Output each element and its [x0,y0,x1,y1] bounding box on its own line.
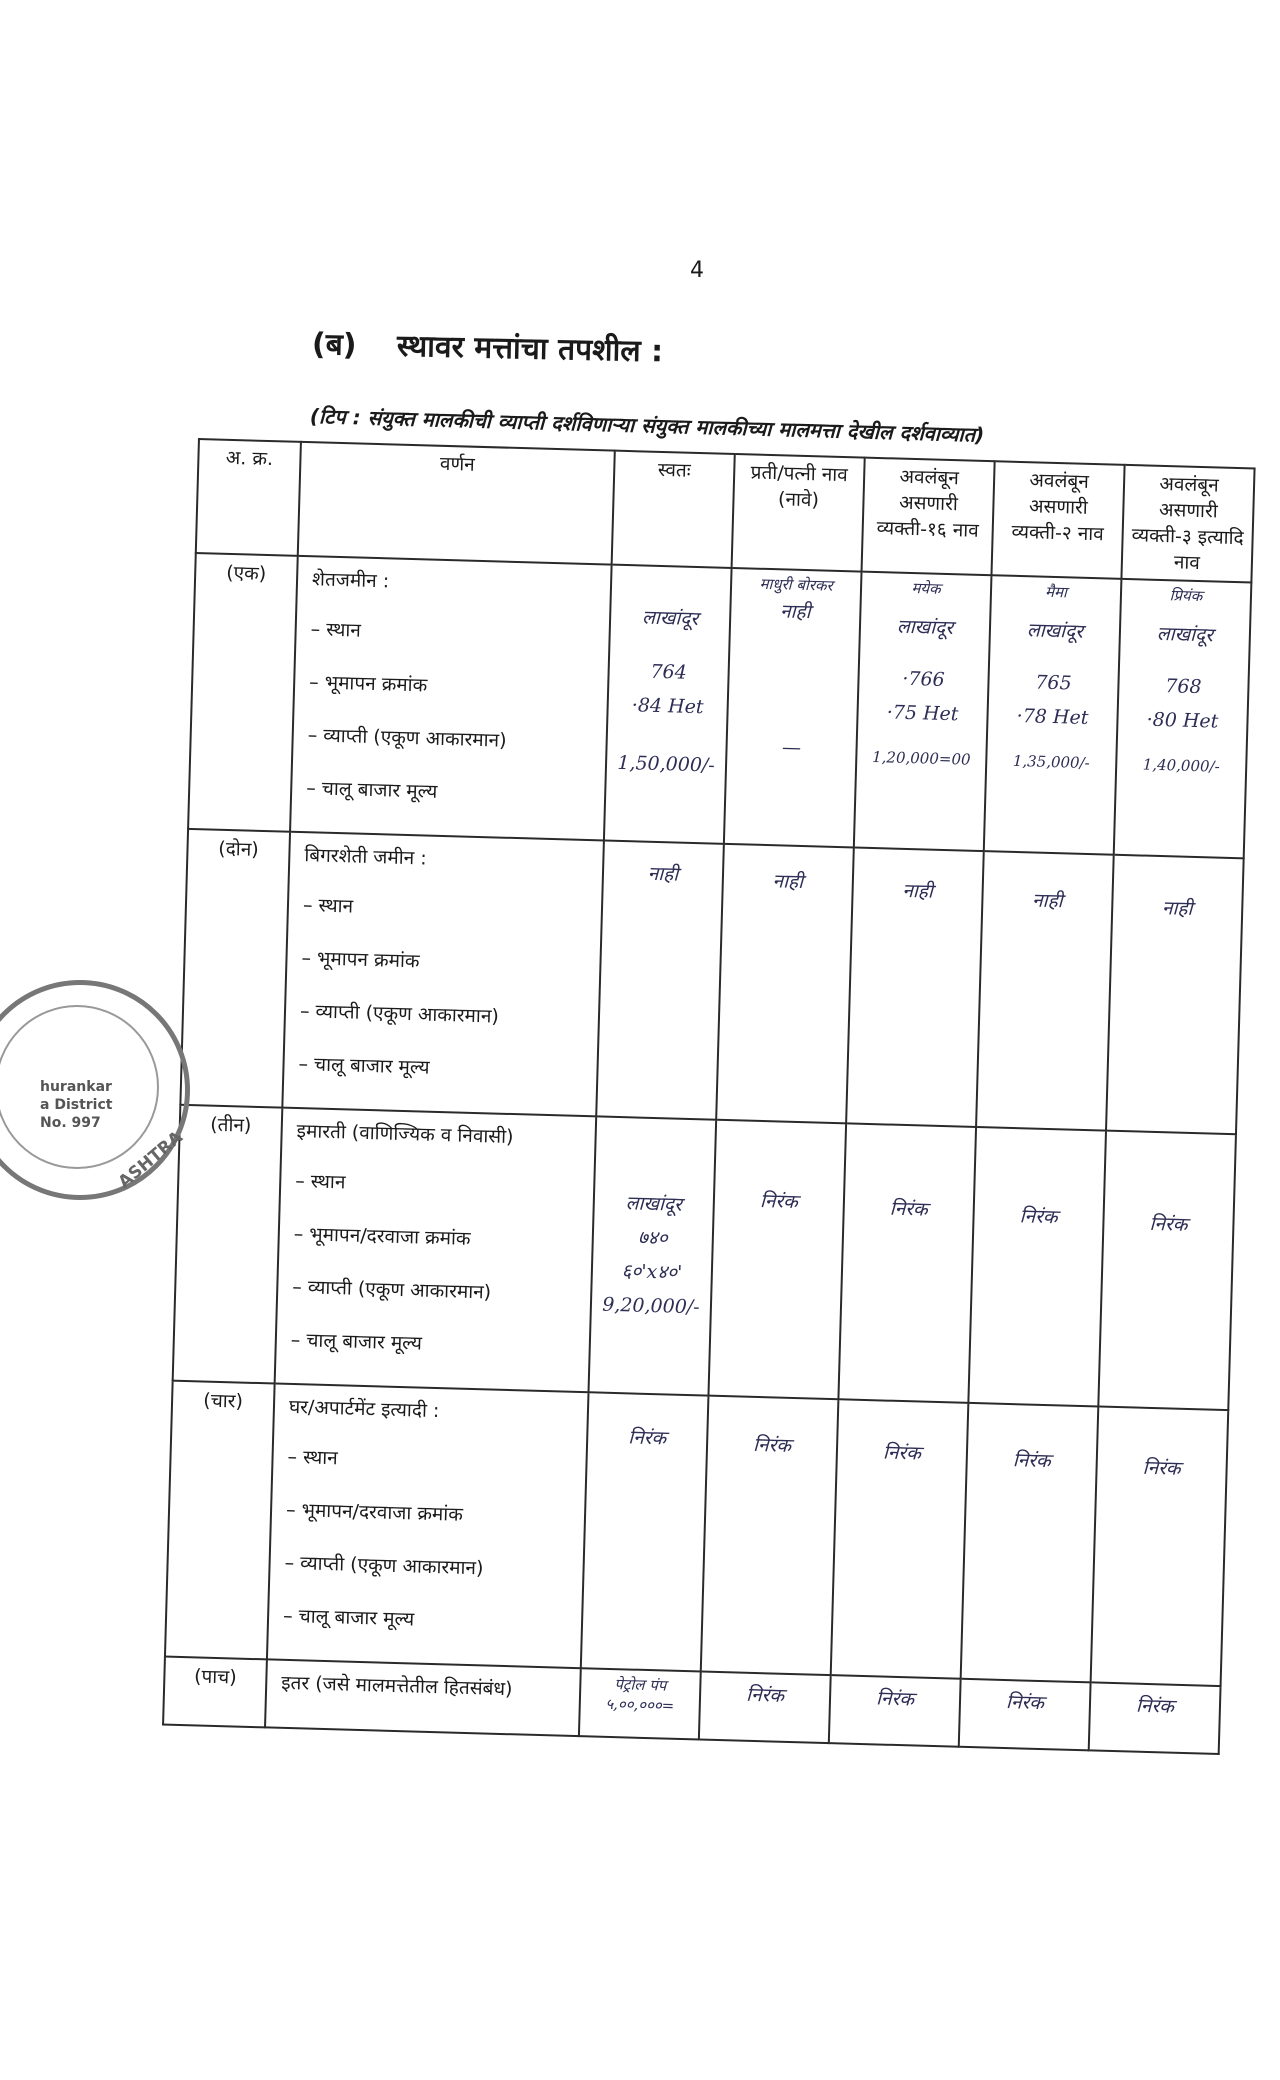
page-number: 4 [690,258,704,283]
handwritten-entry: ६०'x४०' [621,1260,683,1284]
cell-dependent-3 [1089,1682,1221,1754]
row-serial: (एक) [188,553,298,832]
handwritten-entry: — [781,736,802,759]
handwritten-entry: लाखांदूर [1156,622,1214,647]
handwritten-entry: ·766 [902,667,945,691]
row-line-value: – चालू बाजार मूल्य [282,1604,415,1631]
cell-dependent-3 [1114,579,1252,859]
handwritten-entry: मयेक [911,578,941,598]
seal-line: a District [40,1097,113,1113]
handwritten-entry: लाखांदूर [641,606,699,631]
table-row [173,1105,1236,1410]
handwritten-entry: निरंक [1005,1691,1045,1715]
row-line-value: – चालू बाजार मूल्य [305,777,438,803]
handwritten-entry: लाखांदूर [896,615,954,640]
handwritten-entry: 1,50,000/- [617,751,716,777]
handwritten-entry: ७४० [637,1226,668,1250]
handwritten-entry: नाही [779,600,811,624]
row-line-area: – व्याप्ती (एकूण आकारमान) [299,1000,500,1028]
handwritten-entry: निरंक [628,1426,667,1450]
handwritten-entry: निरंक [882,1441,922,1465]
row-serial: (दोन) [180,829,290,1108]
handwritten-entry: पेट्रोल पंप [614,1675,667,1695]
handwritten-entry [734,627,853,732]
cell-spouse [716,844,854,1124]
handwritten-entry: मैमा [1044,582,1068,602]
header-dependent-1: अवलंबून असणारी व्यक्ती-१६ नाव [862,458,995,576]
cell-self [581,1392,709,1671]
handwritten-entry: निरंक [752,1433,792,1457]
immovable-assets-table [162,438,1256,1755]
row-description [275,1108,597,1393]
row-description [290,556,612,841]
row-line-value: – चालू बाजार मूल्य [298,1053,430,1079]
header-dependent-3: अवलंबून असणारी व्यक्ती-३ इत्यादि नाव [1121,465,1254,583]
handwritten-entry: 9,20,000/- [601,1293,700,1319]
cell-self [604,565,732,844]
cell-dependent-2 [959,1679,1091,1751]
handwritten-entry: निरंक [875,1687,915,1711]
handwritten-entry: निरंक [759,1189,799,1214]
cell-dependent-1 [854,572,992,852]
row-line-survey: – भूमापन/दरवाजा क्रमांक [293,1222,471,1250]
seal-line: hurankar [40,1079,112,1095]
assets-table-wrapper [162,438,1256,1755]
handwritten-entry: 764 [650,660,688,684]
row-line-area: – व्याप्ती (एकूण आकारमान) [292,1275,492,1304]
handwritten-entry: निरंक [1149,1212,1188,1236]
row-title: बिगरशेती जमीन : [304,844,427,870]
cell-dependent-2 [984,575,1122,855]
handwritten-entry: ·75 Het [886,701,959,726]
row-line-area: – व्याप्ती (एकूण आकारमान) [307,724,507,752]
cell-dependent-2 [968,1127,1106,1407]
cell-self [579,1668,701,1739]
header-self: स्वतः [612,451,735,568]
cell-self [596,840,724,1119]
row-title: इतर (जसे मालमत्तेतील हितसंबंध) [280,1671,513,1701]
section-title: स्थावर मत्तांचा तपशील : [396,328,664,370]
handwritten-entry: निरंक [745,1683,785,1707]
row-description [282,832,604,1117]
section-note: (टिप : संयुक्त मालकीची व्याप्ती दर्शविणाऱ्या संयुक्त मालकीच्या मालमत्ता देखील दर्शवाव्यात) [309,404,985,447]
handwritten-entry: लाखांदूर [1026,619,1084,643]
section-prefix: (ब) [311,327,357,363]
handwritten-entry: नाही [902,879,934,903]
handwritten-entry: ·80 Het [1146,708,1219,733]
handwritten-entry: नाही [1161,897,1193,920]
row-description [267,1384,589,1669]
cell-dependent-3 [1091,1407,1229,1687]
row-serial: (पाच) [163,1657,267,1728]
cell-dependent-1 [846,847,984,1127]
header-serial: अ. क्र. [196,439,301,556]
handwritten-entry: निरंक [1142,1456,1181,1480]
row-line-survey: – भूमापन क्रमांक [308,671,428,697]
handwritten-entry: नाही [772,870,804,894]
cell-dependent-3 [1106,855,1244,1135]
handwritten-entry: ५,००,०००= [605,1694,675,1715]
handwritten-entry: 1,20,000=00 [871,747,971,769]
row-title: घर/अपार्टमेंट इत्यादी : [288,1395,440,1423]
seal-line: No. 997 [40,1115,101,1131]
row-line-value: – चालू बाजार मूल्य [290,1328,423,1355]
cell-spouse [701,1396,839,1676]
row-line-survey: – भूमापन क्रमांक [301,947,420,973]
handwritten-entry: माधुरी बोरकर [759,574,833,595]
handwritten-entry: निरंक [889,1197,928,1221]
cell-spouse [699,1672,831,1744]
handwritten-entry: लाखांदूर [625,1192,683,1216]
table-row [188,553,1251,858]
header-dependent-2: अवलंबून असणारी व्यक्ती-२ नाव [991,461,1124,579]
cell-dependent-2 [976,851,1114,1131]
row-serial: (तीन) [173,1105,283,1384]
row-line-location: – स्थान [287,1445,339,1470]
row-line-location: – स्थान [294,1170,346,1194]
handwritten-entry: निरंक [1135,1694,1175,1718]
table-row [165,1381,1228,1686]
section-heading [312,322,664,370]
handwritten-entry: 1,40,000/- [1142,755,1220,776]
handwritten-entry: नाही [1031,889,1063,913]
cell-dependent-1 [829,1675,961,1747]
row-serial: (चार) [165,1381,275,1660]
cell-dependent-2 [961,1403,1099,1683]
cell-self [589,1116,717,1395]
row-line-area: – व्याप्ती (एकूण आकारमान) [284,1551,484,1580]
handwritten-entry: निरंक [1012,1449,1051,1473]
header-description: वर्णन [298,442,615,565]
handwritten-entry: ·84 Het [631,694,704,719]
handwritten-entry: 765 [1035,671,1072,695]
header-spouse: प्रती/पत्नी नाव (नावे) [732,454,865,572]
row-description [265,1659,581,1736]
cell-dependent-1 [838,1123,976,1403]
cell-dependent-3 [1098,1131,1236,1411]
handwritten-entry: 1,35,000/- [1012,751,1090,773]
handwritten-entry: निरंक [1019,1205,1058,1229]
cell-spouse [708,1120,846,1400]
cell-dependent-1 [831,1399,969,1679]
seal-word: ASHTRA [114,1127,187,1193]
handwritten-entry: ·78 Het [1016,704,1089,729]
row-title: शेतजमीन : [311,568,390,593]
table-row [180,829,1243,1134]
cell-spouse [724,568,862,848]
handwritten-entry: नाही [647,862,679,886]
handwritten-entry: प्रियंक [1169,586,1203,606]
row-line-location: – स्थान [302,894,354,918]
row-line-survey: – भूमापन/दरवाजा क्रमांक [285,1498,464,1526]
row-line-location: – स्थान [310,618,362,642]
seal-text [40,1078,112,1132]
row-title: इमारती (वाणिज्यिक व निवासी) [296,1120,514,1149]
handwritten-entry: 768 [1165,675,1202,699]
